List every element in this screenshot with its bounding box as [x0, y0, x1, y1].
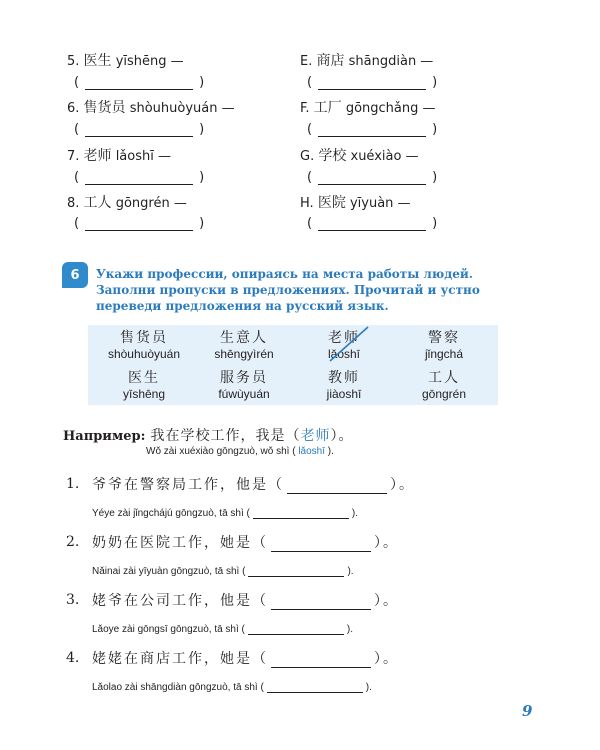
pinyin-end: ). [347, 566, 354, 577]
exercise-pinyin [92, 682, 372, 693]
answer-line[interactable] [271, 597, 371, 610]
exercise-number: 3. [66, 592, 80, 608]
match-hanzi: 医院 [317, 195, 346, 211]
match-hanzi: 学校 [318, 148, 347, 164]
match-letter: F. [300, 101, 310, 116]
vocab-item [294, 369, 394, 401]
match-blank-6[interactable] [74, 122, 204, 137]
pinyin-answer-line[interactable] [248, 625, 344, 635]
vocabulary-box [88, 325, 498, 405]
match-hanzi: 工厂 [313, 100, 342, 116]
match-blank-h[interactable] [307, 216, 437, 231]
match-num: 7. [67, 149, 80, 164]
exercise-hanzi: 奶奶在医院工作，她是（ [92, 535, 268, 551]
pinyin-text: Lǎolao zài shāngdiàn gōngzuò, tā shì ( [92, 682, 264, 693]
pinyin-answer-line[interactable] [253, 509, 349, 519]
match-term-f [300, 97, 436, 117]
open-paren: ( [307, 170, 313, 185]
vocab-item [194, 369, 294, 401]
close-paren: ) [432, 170, 438, 185]
pinyin-answer-line[interactable] [248, 567, 344, 577]
exercise-sentence [92, 532, 399, 552]
match-term-7 [67, 145, 171, 165]
example-line [63, 425, 354, 445]
match-blank-5[interactable] [74, 75, 204, 90]
match-blank-7[interactable] [74, 170, 204, 185]
open-paren: ( [74, 216, 80, 231]
match-hanzi: 老师 [83, 148, 112, 164]
vocab-hanzi: 老师 [328, 330, 360, 346]
vocab-pinyin: shòuhuòyuán [107, 347, 181, 361]
close-paren: ) [199, 75, 205, 90]
match-blank-f[interactable] [307, 122, 437, 137]
match-blank-g[interactable] [307, 170, 437, 185]
example-hanzi: 我在学校工作，我是（ [150, 428, 301, 444]
match-pinyin: gōngchǎng — [345, 101, 436, 116]
match-hanzi: 商店 [316, 53, 345, 69]
close-paren: ) [199, 122, 205, 137]
match-letter: E. [300, 54, 313, 69]
match-num: 8. [67, 196, 80, 211]
vocab-hanzi: 服务员 [220, 370, 268, 386]
close-paren: ) [199, 170, 205, 185]
exercise-number: 4. [66, 650, 80, 666]
vocab-item [194, 329, 294, 361]
pinyin-end: ). [365, 682, 372, 693]
match-blank-8[interactable] [74, 216, 204, 231]
exercise-sentence [92, 590, 399, 610]
vocab-hanzi: 警察 [428, 330, 460, 346]
vocab-pinyin: jǐngchá [424, 347, 464, 361]
answer-line[interactable] [85, 220, 193, 231]
answer-line[interactable] [318, 174, 426, 185]
vocab-item [94, 329, 194, 361]
vocab-pinyin: jiàoshī [326, 387, 362, 401]
exercise-hanzi: 姥爷在公司工作，他是（ [92, 593, 268, 609]
match-pinyin: yīyuàn — [349, 196, 411, 211]
exercise-hanzi: 姥姥在商店工作，她是（ [92, 651, 268, 667]
exercise-pinyin [92, 624, 353, 635]
example-label: Например: [63, 429, 146, 444]
exercise-hanzi-end: ）。 [374, 593, 399, 609]
match-letter: G. [300, 149, 315, 164]
close-paren: ) [199, 216, 205, 231]
exercise-hanzi: 爷爷在警察局工作，他是（ [92, 477, 284, 493]
example-answer: 老师 [300, 428, 331, 444]
match-num: 6. [67, 101, 80, 116]
match-term-g [300, 145, 419, 165]
match-pinyin: gōngrén — [115, 196, 187, 211]
match-term-6 [67, 97, 235, 117]
open-paren: ( [74, 170, 80, 185]
example-hanzi-end: ）。 [330, 428, 354, 444]
example-pinyin-line [146, 446, 334, 457]
match-term-8 [67, 192, 187, 212]
vocab-pinyin: shēngyìrén [214, 347, 274, 361]
vocab-hanzi: 医生 [128, 370, 160, 386]
pinyin-text: Nǎinai zài yīyuàn gōngzuò, tā shì ( [92, 566, 246, 577]
open-paren: ( [307, 75, 313, 90]
exercise-hanzi-end: ）。 [374, 535, 399, 551]
match-term-5 [67, 50, 184, 70]
match-pinyin: yīshēng — [115, 54, 184, 69]
exercise-number: 2. [66, 534, 80, 550]
vocab-hanzi: 售货员 [120, 330, 168, 346]
strikethrough-mark [324, 325, 374, 365]
example-pinyin-answer: lǎoshī [298, 446, 325, 457]
match-num: 5. [67, 54, 80, 69]
exercise-sentence [92, 648, 399, 668]
exercise-hanzi-end: ）。 [374, 651, 399, 667]
vocab-item [394, 329, 494, 361]
open-paren: ( [307, 122, 313, 137]
task-number-badge: 6 [62, 262, 88, 288]
match-hanzi: 售货员 [83, 100, 126, 116]
vocab-pinyin: fúwùyuán [218, 387, 270, 401]
match-hanzi: 医生 [83, 53, 112, 69]
match-pinyin: xuéxiào — [350, 149, 419, 164]
exercise-hanzi-end: ）。 [390, 477, 415, 493]
answer-line[interactable] [318, 220, 426, 231]
exercise-sentence [92, 474, 415, 494]
match-pinyin: shāngdiàn — [348, 54, 434, 69]
match-letter: H. [300, 196, 314, 211]
vocab-hanzi: 教师 [328, 370, 360, 386]
answer-line[interactable] [287, 481, 387, 494]
match-pinyin: shòuhuòyuán — [129, 101, 235, 116]
answer-line[interactable] [318, 126, 426, 137]
pinyin-end: ). [346, 624, 353, 635]
answer-line[interactable] [85, 174, 193, 185]
exercise-pinyin [92, 566, 354, 577]
vocab-pinyin: yīshēng [122, 387, 166, 401]
answer-line[interactable] [85, 79, 193, 90]
page-number: 9 [522, 702, 533, 720]
answer-line[interactable] [271, 539, 371, 552]
exercise-number: 1. [66, 476, 80, 492]
answer-line[interactable] [318, 79, 426, 90]
answer-line[interactable] [271, 655, 371, 668]
vocab-item [94, 369, 194, 401]
close-paren: ) [432, 122, 438, 137]
open-paren: ( [74, 75, 80, 90]
close-paren: ) [432, 216, 438, 231]
pinyin-text: Yéye zài jǐngchájú gōngzuò, tā shì ( [92, 508, 250, 519]
example-pinyin: Wǒ zài xuéxiào gōngzuò, wǒ shì ( [146, 446, 296, 457]
match-blank-e[interactable] [307, 75, 437, 90]
answer-line[interactable] [85, 126, 193, 137]
vocab-hanzi: 工人 [428, 370, 460, 386]
vocab-pinyin: lǎoshī [327, 347, 361, 361]
pinyin-text: Lǎoye zài gōngsī gōngzuò, tā shì ( [92, 624, 245, 635]
vocab-pinyin: gōngrén [421, 387, 467, 401]
pinyin-end: ). [351, 508, 358, 519]
match-hanzi: 工人 [83, 195, 112, 211]
match-term-h [300, 192, 411, 212]
vocab-item [394, 369, 494, 401]
open-paren: ( [307, 216, 313, 231]
vocab-hanzi: 生意人 [220, 330, 268, 346]
exercise-pinyin [92, 508, 358, 519]
open-paren: ( [74, 122, 80, 137]
match-pinyin: lǎoshī — [115, 149, 171, 164]
match-term-e [300, 50, 433, 70]
close-paren: ) [432, 75, 438, 90]
task-instruction: Укажи профессии, опираясь на места работы людей. Заполни пропуски в предложениях. Прочитай и устно переведи предложения на русский язык. [96, 267, 480, 313]
example-pinyin-end: ). [327, 446, 334, 457]
pinyin-answer-line[interactable] [267, 683, 363, 693]
